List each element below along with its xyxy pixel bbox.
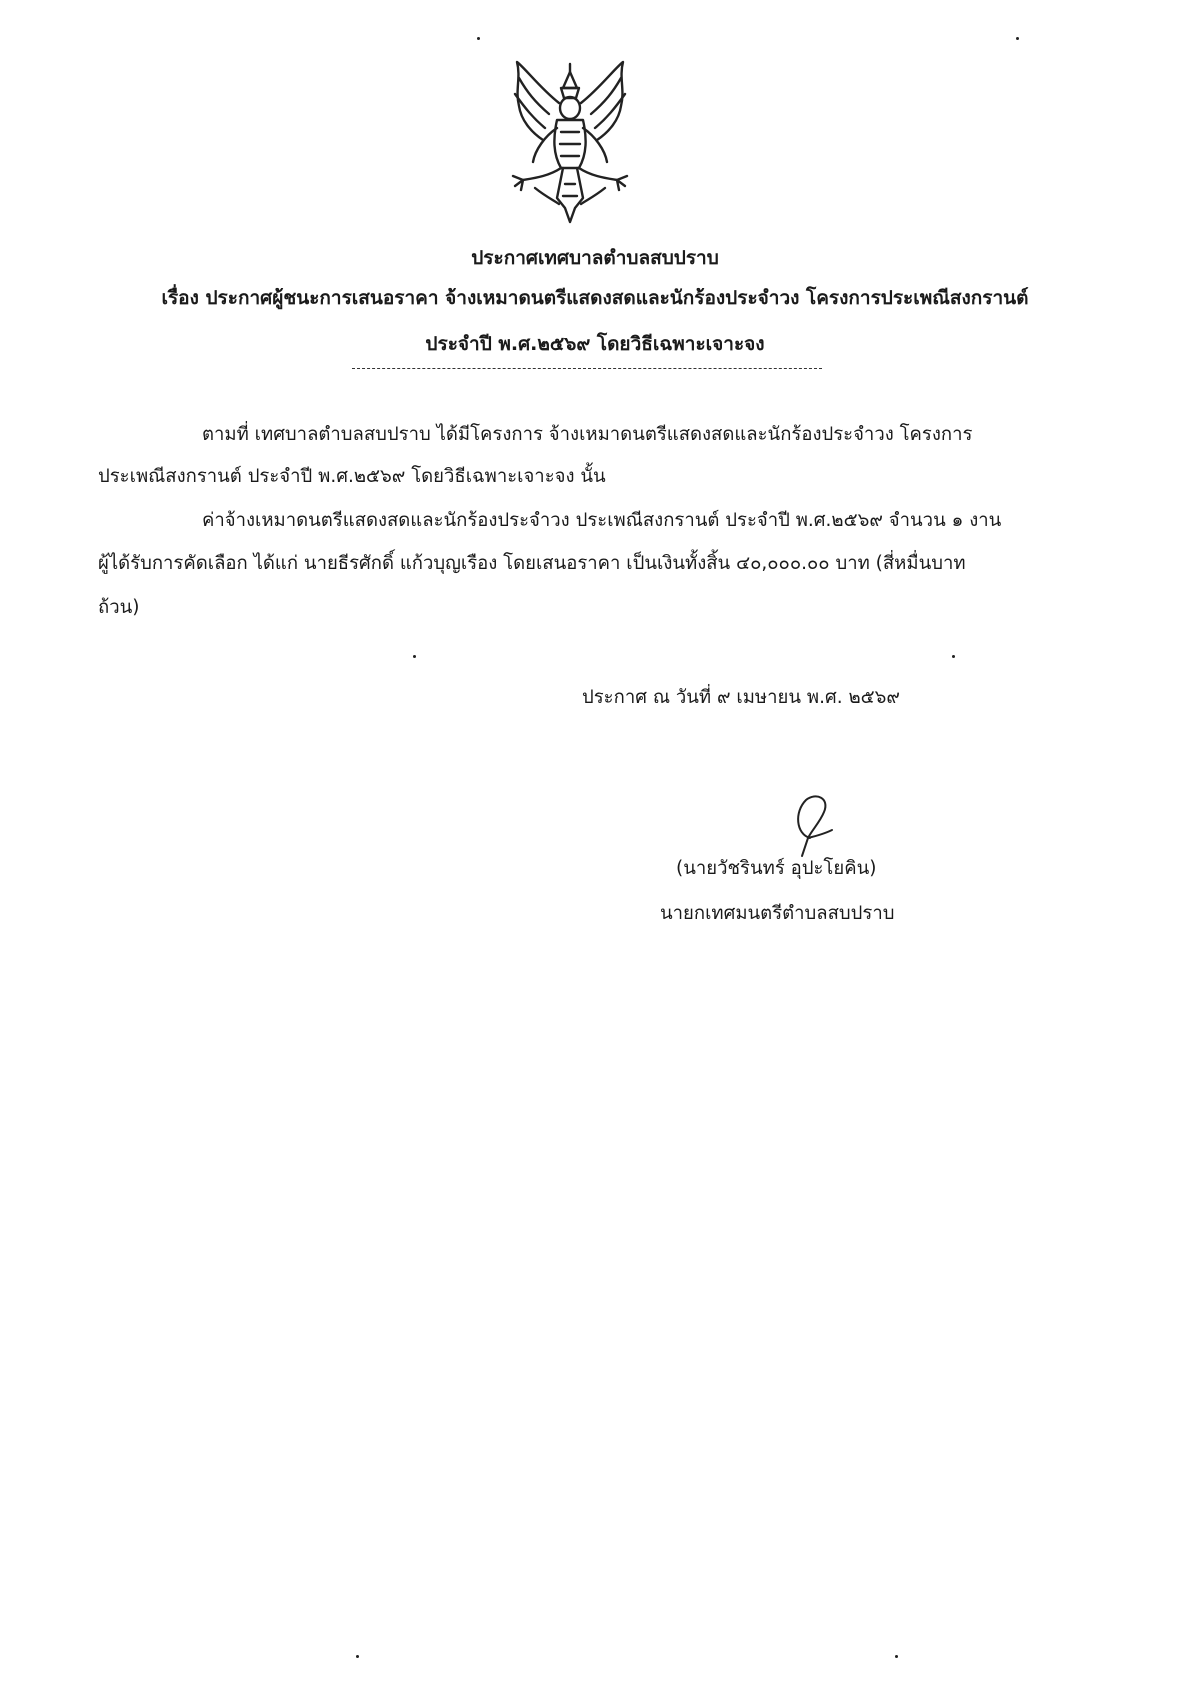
scan-speck	[895, 1655, 898, 1658]
scan-speck	[952, 655, 955, 658]
signer-name: (นายวัชรินทร์ อุปะโยคิน)	[676, 858, 877, 879]
paragraph2-line1: ค่าจ้างเหมาดนตรีแสดงสดและนักร้องประจำวง ประเพณีสงกรานต์ ประจำปี พ.ศ.๒๕๖๙ จำนวน ๑ งาน	[202, 510, 1002, 531]
paragraph2-line2: ผู้ได้รับการคัดเลือก ได้แก่ นายธีรศักดิ์ แก้วบุญเรือง โดยเสนอราคา เป็นเงินทั้งสิ้น ๔๐,๐๐๐.๐๐ บาท (สี่หมื่นบาท	[98, 553, 966, 574]
paragraph1-line2: ประเพณีสงกรานต์ ประจำปี พ.ศ.๒๕๖๙ โดยวิธีเฉพาะเจาะจง นั้น	[98, 466, 606, 487]
garuda-emblem-icon	[505, 58, 635, 233]
scan-speck	[477, 37, 480, 40]
paragraph1-line1: ตามที่ เทศบาลตำบลสบปราบ ได้มีโครงการ จ้างเหมาดนตรีแสดงสดและนักร้องประจำวง โครงการ	[202, 424, 973, 445]
dashed-separator	[352, 368, 822, 369]
scan-speck	[356, 1655, 359, 1658]
signer-position: นายกเทศมนตรีตำบลสบปราบ	[660, 903, 895, 924]
announcement-date: ประกาศ ณ วันที่ ๙ เมษายน พ.ศ. ๒๕๖๙	[582, 687, 900, 708]
subject-line-1: เรื่อง ประกาศผู้ชนะการเสนอราคา จ้างเหมาดนตรีแสดงสดและนักร้องประจำวง โครงการประเพณีสงกรานต์	[161, 287, 1029, 309]
announcement-title: ประกาศเทศบาลตำบลสบปราบ	[471, 247, 719, 269]
scan-speck	[413, 655, 416, 658]
signature-mark	[782, 790, 842, 860]
scan-speck	[1016, 37, 1019, 40]
subject-line-2: ประจำปี พ.ศ.๒๕๖๙ โดยวิธีเฉพาะเจาะจง	[425, 333, 765, 355]
paragraph2-line3: ถ้วน)	[98, 597, 140, 618]
